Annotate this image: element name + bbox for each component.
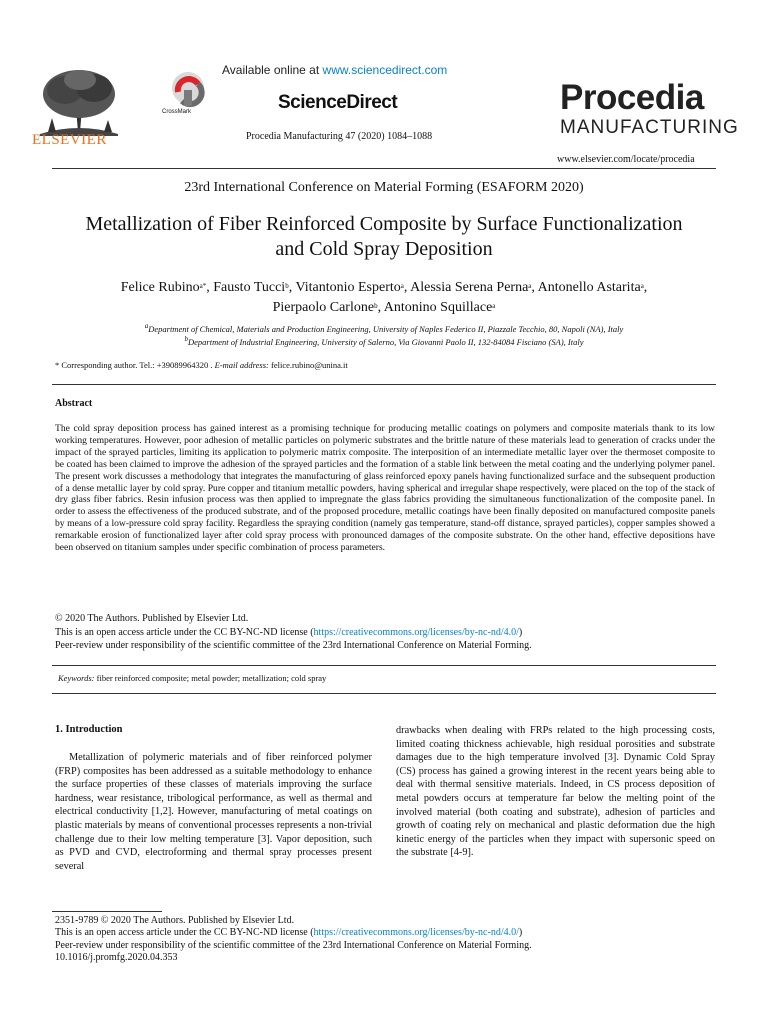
author-name: Pierpaolo Carlone xyxy=(272,300,375,315)
abstract-divider-top xyxy=(52,384,716,385)
abstract-heading: Abstract xyxy=(55,398,93,409)
author-sup: b xyxy=(285,282,289,290)
authors-line-1: Felice Rubino$^{a*}$, Fausto Tucci$^b$, Vitantonio Esperto$^a$, Alessia Serena Perna$^a$, Antonello Astarita$^a$, xyxy=(120,280,648,295)
keywords-text: fiber reinforced composite; metal powder; metallization; cold spray xyxy=(96,673,327,683)
author-name: Alessia Serena Perna xyxy=(410,280,529,295)
available-online xyxy=(222,63,447,77)
header-divider xyxy=(52,168,716,169)
license-suffix: ) xyxy=(518,626,523,638)
keywords-label: Keywords: xyxy=(58,673,95,683)
author-sup: a xyxy=(492,302,496,310)
footer-license-prefix: This is an open access article under the CC BY-NC-ND license ( xyxy=(55,927,314,939)
author-sup: a xyxy=(640,282,644,290)
footer-peer-review: Peer-review under responsibility of the scientific committee of the 23rd International Conference on Material Forming. xyxy=(55,939,532,951)
copyright-block xyxy=(55,612,715,653)
keywords-divider-bottom xyxy=(52,693,716,694)
affiliation-sup: a xyxy=(144,322,149,330)
author-sup: a xyxy=(400,282,404,290)
license-link[interactable]: https://creativecommons.org/licenses/by-nc-nd/4.0/ xyxy=(313,626,519,638)
intro-paragraph: Metallization of polymeric materials and of fiber reinforced polymer (FRP) composites has been addressed as a suitable methodology to enhance the surface properties of these classes of materials improving the surface hardness, wear resistance, tribological performance, as well as thermal and electrical conductivity [1,2]. However, manufacturing of metal coatings on plastic materials by means of conventional processes represents a non-trivial challenge due to their low melting temperature [3]. Vapor deposition, such as PVD and CVD, electroforming and thermal spray processes present several xyxy=(55,752,372,872)
corresponding-prefix: * Corresponding author. Tel.: +39089964320 . xyxy=(55,360,213,370)
available-prefix: Available online at xyxy=(222,63,320,77)
affiliation-b xyxy=(40,337,728,347)
conference-name: 23rd International Conference on Material Forming (ESAFORM 2020) xyxy=(184,180,584,195)
abstract-text: The cold spray deposition process has gained interest as a promising technique for producing metallic coatings on polymers and composite materials thank to its low working temperatures. However, poor adhesion of metallic particles on polymeric substrates and the brittle nature of these materials lead to generation of cracks under the impact of the sprayed particles, limiting its application to polymeric matrix composite. The interposition of an intermediate metallic layer over the thermoset composite to be coated has been claimed to improve the adhesion of the sprayed particles and the formation of a stable link between the metal coating and the underlying polymer panel. The present work discusses a methodology that integrates the manufacturing of glass reinforced epoxy panels having functionalized surface and the subsequent production of a dense metallic layer by cold spray. Pure copper and titanium metallic powders, having spherical and irregular shape respectively, were placed on the top of the stack of dry glass fiber fabrics. Resin infusion process was then applied to impregnate the glass fabrics providing the simultaneous functionalization of the composite panel. In order to assess the effectiveness of the produced substrate, and of the proposed procedure, metallic coatings have been finally deposited on manufactured composite panels by means of a low-pressure cold spray facility. Regardless the spraying condition (namely gas temperature, stand-off distance, sprayed particles), copper samples showed a remarkable erosion of functionalized layer after cold spray process with pronounced damages of the composite substrate. On the other hand, effective depositions have been observed on titanium samples under specific combination of process parameters. xyxy=(55,423,715,554)
copyright-line: © 2020 The Authors. Published by Elsevier Ltd. xyxy=(55,613,249,624)
author-sup: a xyxy=(528,282,532,290)
authors-line-2: Pierpaolo Carlone$^b$, Antonino Squillace$^a$ xyxy=(272,300,496,315)
corresponding-author xyxy=(55,360,348,370)
journal-citation: Procedia Manufacturing 47 (2020) 1084–1088 xyxy=(246,131,433,142)
keywords xyxy=(58,673,326,683)
footer-license xyxy=(55,927,715,939)
footer-doi[interactable]: 10.1016/j.promfg.2020.04.353 xyxy=(55,952,178,964)
author-list xyxy=(40,278,728,318)
keywords-divider-top xyxy=(52,665,716,666)
paper-title xyxy=(40,212,728,262)
crossmark-label: CrossMark xyxy=(162,109,192,115)
introduction-heading: 1. Introduction xyxy=(55,724,123,735)
journal-brand-manufacturing: MANUFACTURING xyxy=(560,117,739,138)
journal-url[interactable]: www.elsevier.com/locate/procedia xyxy=(557,154,695,165)
paper-title-line-1: Metallization of Fiber Reinforced Composite by Surface Functionalization xyxy=(85,213,683,235)
footer-license-suffix: ) xyxy=(518,927,523,939)
introduction-right-column xyxy=(396,724,715,860)
author-name: Felice Rubino xyxy=(120,280,200,295)
paper-title-line-2: and Cold Spray Deposition xyxy=(275,238,493,260)
author-sup: b xyxy=(374,302,378,310)
peer-review-line: Peer-review under responsibility of the scientific committee of the 23rd International Conference on Material Forming. xyxy=(55,640,532,651)
introduction-left-column xyxy=(55,751,372,873)
license-line xyxy=(55,626,715,640)
author-name: Fausto Tucci xyxy=(213,280,286,295)
sciencedirect-title: ScienceDirect xyxy=(278,92,398,113)
affiliation-text: Department of Chemical, Materials and Production Engineering, University of Naples Federico II, Piazzale Tecchio, 80, Napoli (NA), Italy xyxy=(148,324,624,334)
elsevier-wordmark: ELSEVIER xyxy=(32,132,107,148)
author-name: Vitantonio Esperto xyxy=(295,280,401,295)
affiliation-sup: b xyxy=(184,335,188,343)
author-sup: a* xyxy=(199,282,207,290)
intro-paragraph: drawbacks when dealing with FRPs related to the high processing costs, limited coating thickness achievable, high residual porosities and substrate damages due to the high temperature involved [3]. Dynamic Cold Spray (CS) process has gained a growing interest in the recent years being able to deal with thermal sensitive materials. Indeed, in CS process deposition of metal powders occurs at temperature far below the melting point of the involved material (both coating and substrate), adhesion of particles and growth of coating rely on mechanical and plastic deformation due the high kinetic energy of the particles when they impact with supersonic speed on the substrate [4-9]. xyxy=(396,725,715,859)
license-prefix: This is an open access article under the CC BY-NC-ND license ( xyxy=(55,626,314,638)
footer-issn: 2351-9789 © 2020 The Authors. Published by Elsevier Ltd. xyxy=(55,915,295,926)
footer-license-link[interactable]: https://creativecommons.org/licenses/by-nc-nd/4.0/ xyxy=(313,927,519,939)
footer xyxy=(55,915,715,965)
affiliation-text: Department of Industrial Engineering, University of Salerno, Via Giovanni Paolo II, 132-84084 Fisciano (SA), Italy xyxy=(187,337,584,347)
author-name: Antonino Squillace xyxy=(383,300,493,315)
affiliation-a xyxy=(40,324,728,334)
sciencedirect-link[interactable]: www.sciencedirect.com xyxy=(322,63,448,77)
email-address[interactable]: felice.rubino@unina.it xyxy=(271,360,348,370)
email-label: E-mail address: xyxy=(214,360,269,370)
journal-brand-procedia: Procedia xyxy=(560,78,704,117)
author-name: Antonello Astarita xyxy=(537,280,641,295)
footer-rule xyxy=(52,911,162,912)
